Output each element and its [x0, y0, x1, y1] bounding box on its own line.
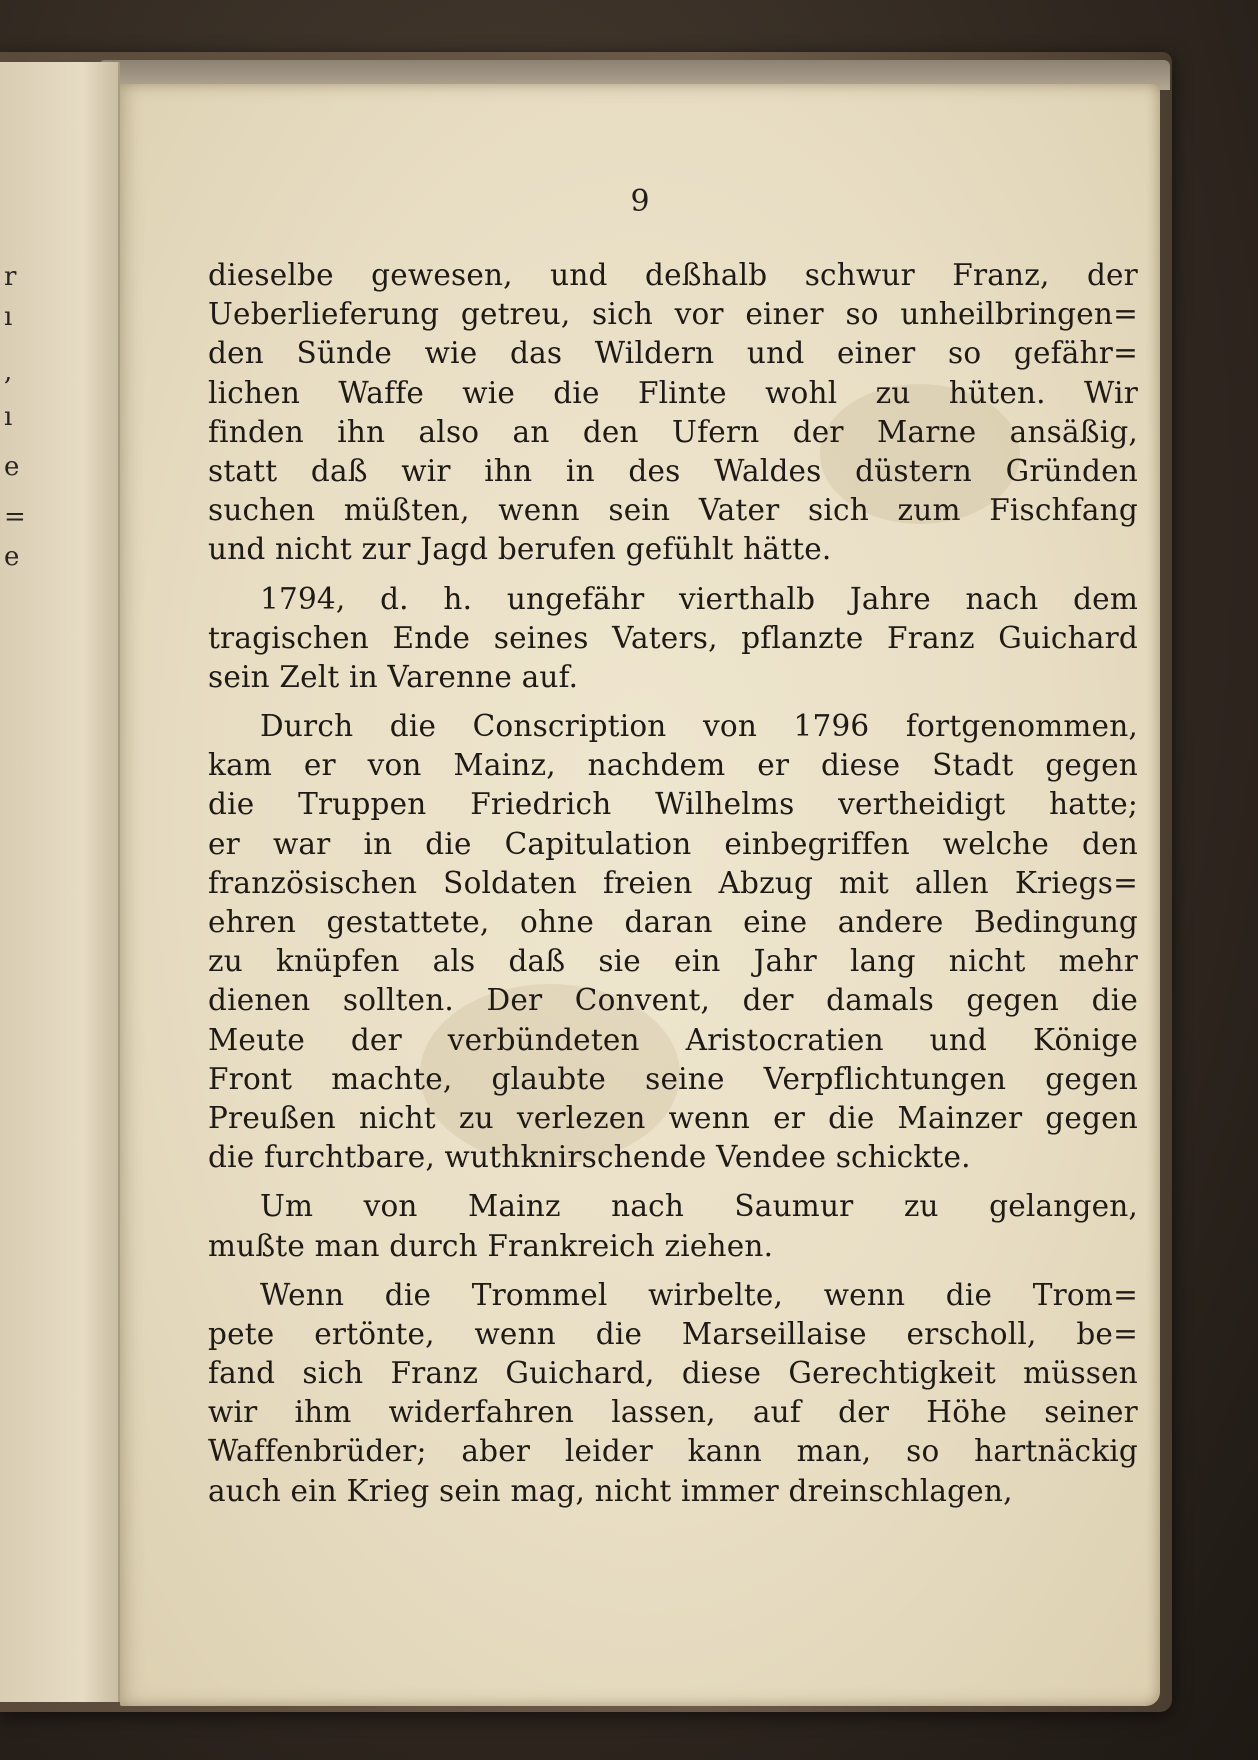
text-line: den Sünde wie das Wildern und einer so gefähr= [208, 336, 1138, 371]
text-line: fand sich Franz Guichard, diese Gerechtigkeit müssen [208, 1356, 1138, 1391]
text-line: lichen Waffe wie die Flinte wohl zu hüten. Wir [208, 375, 1138, 410]
page-number: 9 [630, 184, 650, 219]
text-line: 1794, d. h. ungefähr vierthalb Jahre nach dem [260, 581, 1138, 616]
text-line: die Truppen Friedrich Wilhelms vertheidigt hatte; [208, 787, 1138, 822]
left-page-fragment: = [4, 502, 26, 532]
text-line: kam er von Mainz, nachdem er diese Stadt gegen [208, 748, 1138, 783]
text-line: Preußen nicht zu verlezen wenn er die Mainzer gegen [208, 1100, 1138, 1135]
left-page-fragment: , [4, 357, 13, 387]
left-page-fragment: e [4, 452, 20, 482]
text-line: tragischen Ende seines Vaters, pflanzte Franz Guichard [208, 620, 1138, 655]
left-page-fragment: r [4, 262, 17, 292]
left-page-fragment: ı [4, 302, 13, 332]
paragraph [208, 1276, 1138, 1511]
text-line: sein Zelt in Varenne auf. [208, 659, 579, 694]
text-line: Meute der verbündeten Aristocratien und Könige [208, 1022, 1138, 1057]
page-text [208, 256, 1138, 1521]
text-line: die furchtbare, wuthknirschende Vendee schickte. [208, 1140, 971, 1175]
left-page-sliver [0, 62, 120, 1702]
text-line: zu knüpfen als daß sie ein Jahr lang nicht mehr [208, 944, 1138, 979]
text-line: wir ihm widerfahren lassen, auf der Höhe seiner [208, 1395, 1138, 1430]
text-line: auch ein Krieg sein mag, nicht immer dreinschlagen, [208, 1473, 1013, 1508]
paragraph [208, 256, 1138, 570]
paragraph [208, 707, 1138, 1177]
text-line: dieselbe gewesen, und deßhalb schwur Franz, der [208, 258, 1138, 292]
left-page-fragment: ı [4, 402, 13, 432]
text-line: pete ertönte, wenn die Marseillaise erscholl, be= [208, 1316, 1138, 1351]
text-line: Waffenbrüder; aber leider kann man, so hartnäckig [208, 1434, 1138, 1469]
book-page [120, 84, 1160, 1706]
text-line: französischen Soldaten freien Abzug mit allen Kriegs= [208, 865, 1138, 900]
text-line: suchen müßten, wenn sein Vater sich zum Fischfang [208, 493, 1138, 528]
text-line: Durch die Conscription von 1796 fortgenommen, [260, 709, 1138, 744]
paragraph [208, 1187, 1138, 1265]
text-line: Ueberlieferung getreu, sich vor einer so unheilbringen= [208, 297, 1138, 332]
text-line: Front machte, glaubte seine Verpflichtungen gegen [208, 1061, 1138, 1096]
text-line: und nicht zur Jagd berufen gefühlt hätte. [208, 532, 832, 567]
text-line: Wenn die Trommel wirbelte, wenn die Trom= [260, 1277, 1138, 1312]
text-line: er war in die Capitulation einbegriffen welche den [208, 826, 1138, 861]
text-line: finden ihn also an den Ufern der Marne ansäßig, [208, 414, 1138, 449]
paragraph [208, 580, 1138, 698]
left-page-fragment: e [4, 542, 20, 572]
text-line: Um von Mainz nach Saumur zu gelangen, [260, 1189, 1138, 1224]
text-line: dienen sollten. Der Convent, der damals gegen die [208, 983, 1138, 1018]
text-line: mußte man durch Frankreich ziehen. [208, 1228, 774, 1263]
text-line: statt daß wir ihn in des Waldes düstern Gründen [208, 453, 1138, 488]
text-line: ehren gestattete, ohne daran eine andere Bedingung [208, 905, 1138, 939]
